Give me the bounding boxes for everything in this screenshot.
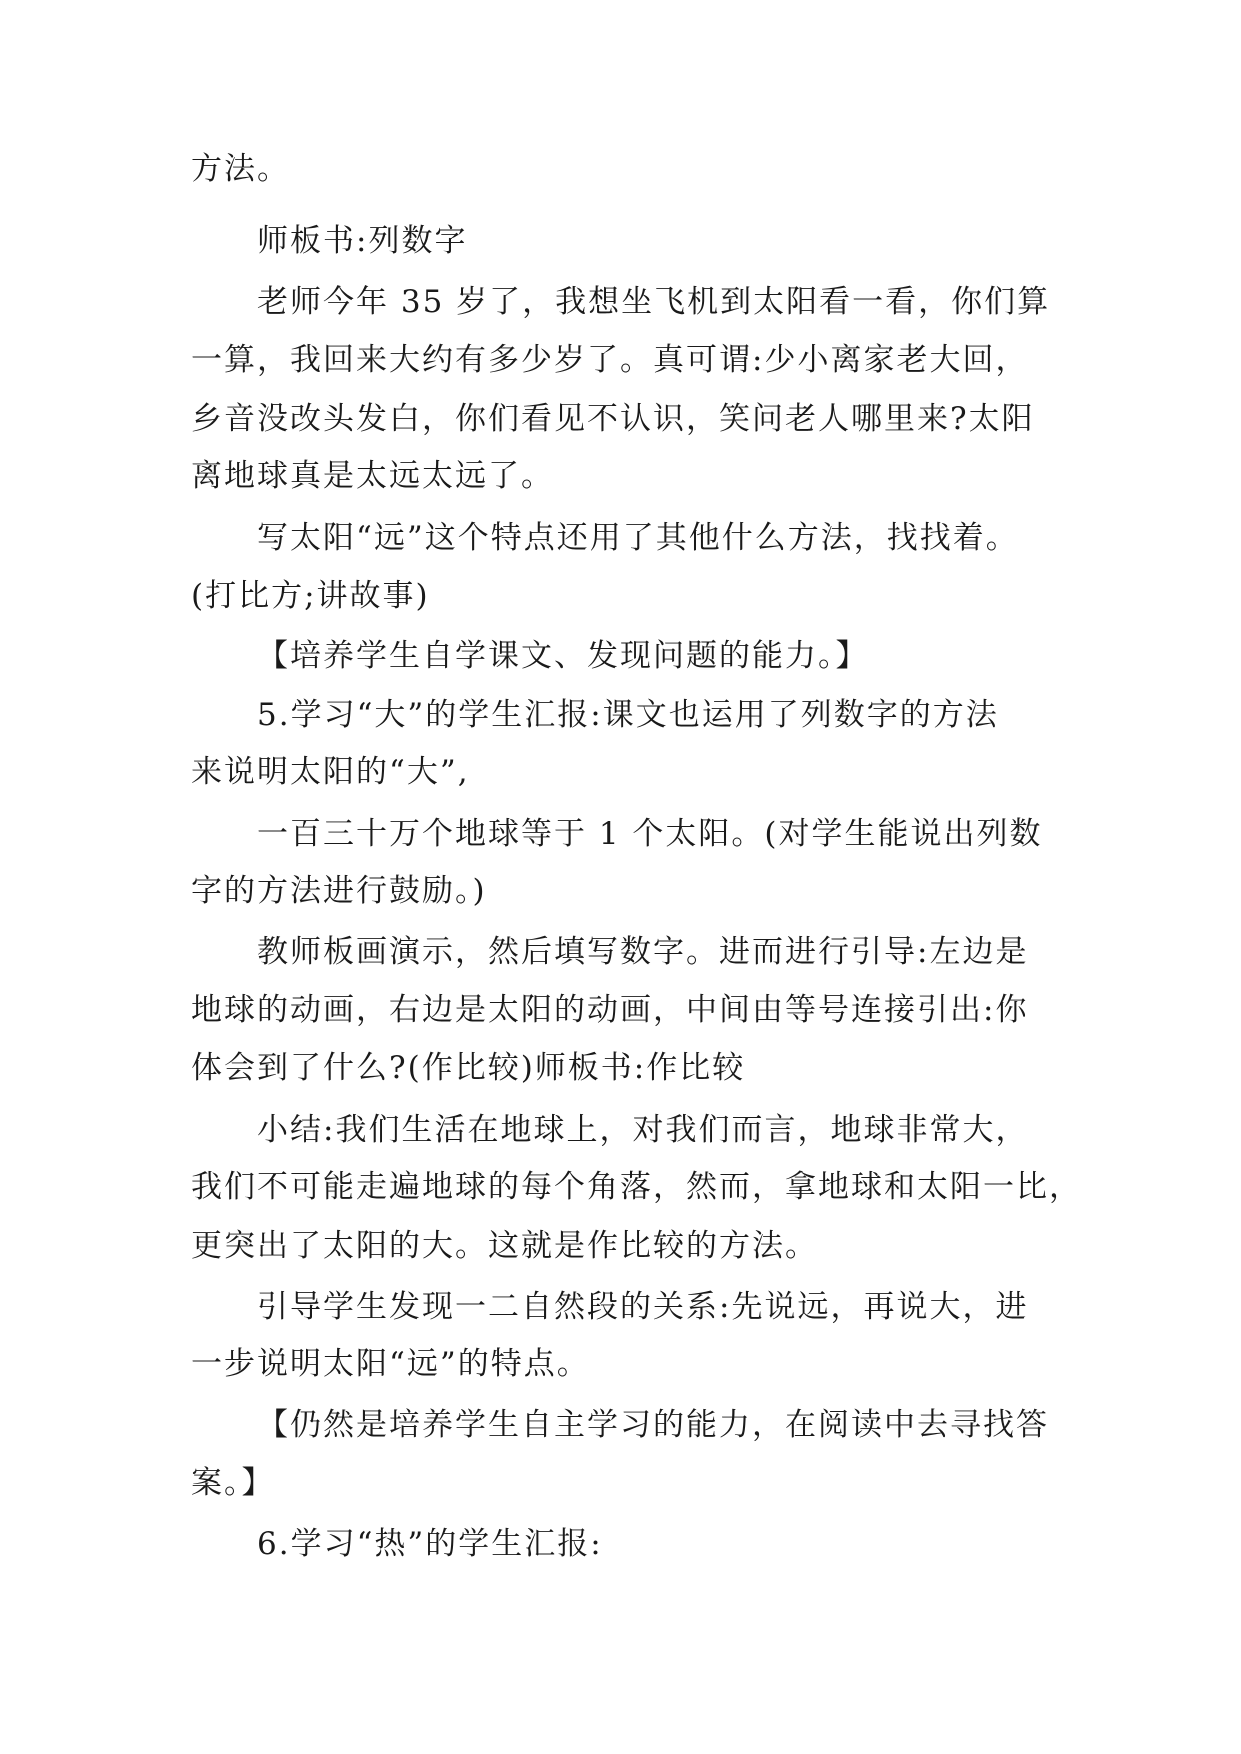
text-line: 字的方法进行鼓励。) [191,873,487,909]
text-line: 地球的动画，右边是太阳的动画，中间由等号连接引出:你 [191,992,1029,1028]
text-line: 一步说明太阳“远”的特点。 [191,1346,590,1382]
text-line: 方法。 [191,151,290,187]
text-line: 案。】 [191,1465,275,1501]
text-line: 更突出了太阳的大。这就是作比较的方法。 [191,1228,818,1264]
text-line: 乡音没改头发白，你们看见不认识，笑问老人哪里来?太阳 [191,401,1035,437]
text-line: 师板书:列数字 [257,223,468,259]
text-line: 一百三十万个地球等于 1 个太阳。(对学生能说出列数 [257,816,1043,852]
text-line: 我们不可能走遍地球的每个角落，然而，拿地球和太阳一比， [191,1169,1082,1205]
text-line: 【培养学生自学课文、发现问题的能力。】 [257,638,869,674]
text-line: 教师板画演示，然后填写数字。进而进行引导:左边是 [257,934,1029,970]
text-line: 【仍然是培养学生自主学习的能力，在阅读中去寻找答 [257,1407,1049,1443]
text-line: 写太阳“远”这个特点还用了其他什么方法，找找着。 [257,520,1019,556]
text-line: 老师今年 35 岁了，我想坐飞机到太阳看一看，你们算 [257,284,1051,320]
text-line: 6.学习“热”的学生汇报: [257,1526,603,1562]
text-line: 一算，我回来大约有多少岁了。真可谓:少小离家老大回， [191,342,1029,378]
text-line: (打比方;讲故事) [191,578,430,614]
text-line: 体会到了什么?(作比较)师板书:作比较 [191,1050,746,1086]
text-line: 5.学习“大”的学生汇报:课文也运用了列数字的方法 [257,697,999,733]
text-line: 引导学生发现一二自然段的关系:先说远，再说大，进 [257,1289,1029,1325]
text-line: 小结:我们生活在地球上，对我们而言，地球非常大， [257,1112,1029,1148]
text-line: 离地球真是太远太远了。 [191,458,554,494]
text-line: 来说明太阳的“大”, [191,754,470,790]
